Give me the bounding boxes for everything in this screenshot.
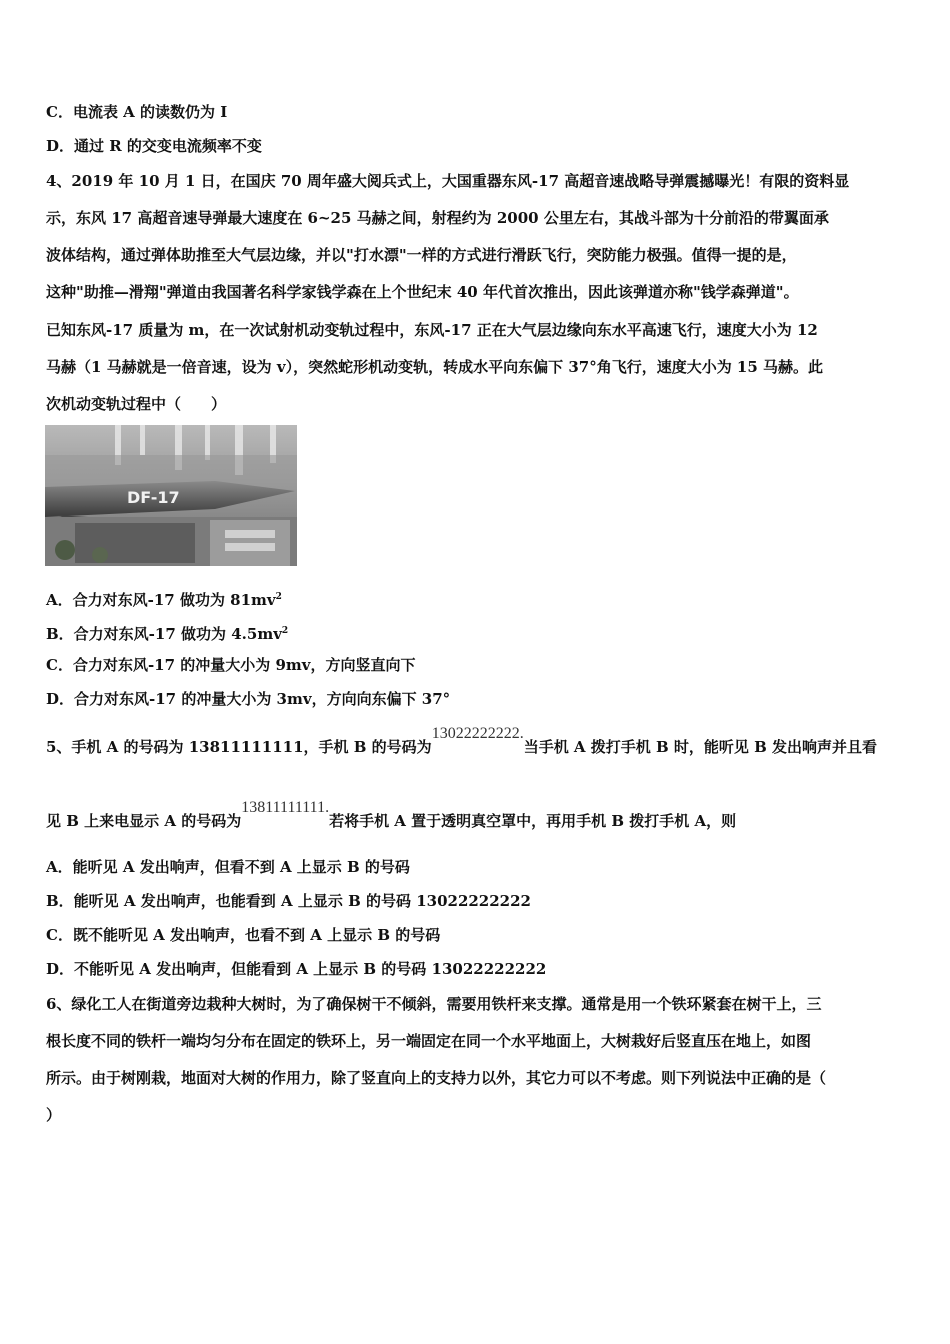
q4-option-a: A．合力对东风-17 做功为 $81mv^2$ [46, 591, 282, 609]
q4-line-4: 这种"助推—滑翔"弹道由我国著名科学家钱学森在上个世纪末 40 年代首次推出，因此该弹道亦称"钱学森弹道"。 [46, 283, 799, 301]
q6-line-4: ） [46, 1106, 62, 1124]
q4-line-1: 4、2019 年 10 月 1 日，在国庆 70 周年盛大阅兵式上，大国重器东风-17 高超音速战略导弹震撼曝光！有限的资料显 [46, 172, 850, 190]
q4-option-d: D．合力对东风-17 的冲量大小为 3mv，方向向东偏下 37° [46, 690, 451, 708]
q6-line-1: 6、绿化工人在街道旁边栽种大树时，为了确保树干不倾斜，需要用铁杆来支撑。通常是用一个铁环紧套在树干上，三 [46, 995, 822, 1013]
q4-line-7: 次机动变轨过程中（ ） [46, 395, 227, 413]
q5-phone-b-number: 13022222222. [431, 725, 524, 742]
q4-line-6: 马赫（1 马赫就是一倍音速，设为 v），突然蛇形机动变轨，转成水平向东偏下 37°角飞行，速度大小为 15 马赫。此 [46, 358, 824, 376]
q5-option-b: B．能听见 A 发出响声，也能看到 A 上显示 B 的号码 13022222222 [46, 892, 531, 910]
q6-line-3: 所示。由于树刚栽，地面对大树的作用力，除了竖直向上的支持力以外，其它力可以不考虑。则下列说法中正确的是（ [46, 1069, 827, 1087]
q5-phone-a-number: 13811111111. [241, 799, 330, 816]
q5-option-d: D．不能听见 A 发出响声，但能看到 A 上显示 B 的号码 13022222222 [46, 960, 547, 978]
q5-line-2: 见 B 上来电显示 A 的号码为13811111111.若将手机 A 置于透明真空罩中，再用手机 B 拨打手机 A，则 [46, 799, 737, 830]
q4-line-2: 示，东风 17 高超音速导弹最大速度在 6~25 马赫之间，射程约为 2000 公里左右，其战斗部为十分前沿的带翼面承 [46, 209, 829, 227]
q4-option-c: C．合力对东风-17 的冲量大小为 9mv，方向竖直向下 [46, 656, 416, 674]
q4-line-3: 波体结构，通过弹体助推至大气层边缘，并以"打水漂"一样的方式进行滑跃飞行，突防能力极强。值得一提的是， [46, 246, 797, 264]
df17-missile-photo [45, 425, 297, 566]
q6-line-2: 根长度不同的铁杆一端均匀分布在固定的铁环上，另一端固定在同一个水平地面上，大树栽好后竖直压在地上，如图 [46, 1032, 812, 1050]
q4-option-b: B．合力对东风-17 做功为 $4.5mv^2$ [46, 625, 289, 643]
prev-option-c: C．电流表 A 的读数仍为 I [46, 103, 228, 121]
q5-line-1: 5、手机 A 的号码为 13811111111，手机 B 的号码为13022222222.当手机 A 拨打手机 B 时，能听见 B 发出响声并且看 [46, 725, 878, 756]
prev-option-d: D．通过 R 的交变电流频率不变 [46, 137, 262, 155]
q5-option-a: A．能听见 A 发出响声，但看不到 A 上显示 B 的号码 [46, 858, 410, 876]
q5-option-c: C．既不能听见 A 发出响声，也看不到 A 上显示 B 的号码 [46, 926, 441, 944]
q4-line-5: 已知东风-17 质量为 m，在一次试射机动变轨过程中，东风-17 正在大气层边缘向东水平高速飞行，速度大小为 12 [46, 321, 818, 339]
df17-label: DF-17 [127, 488, 180, 507]
